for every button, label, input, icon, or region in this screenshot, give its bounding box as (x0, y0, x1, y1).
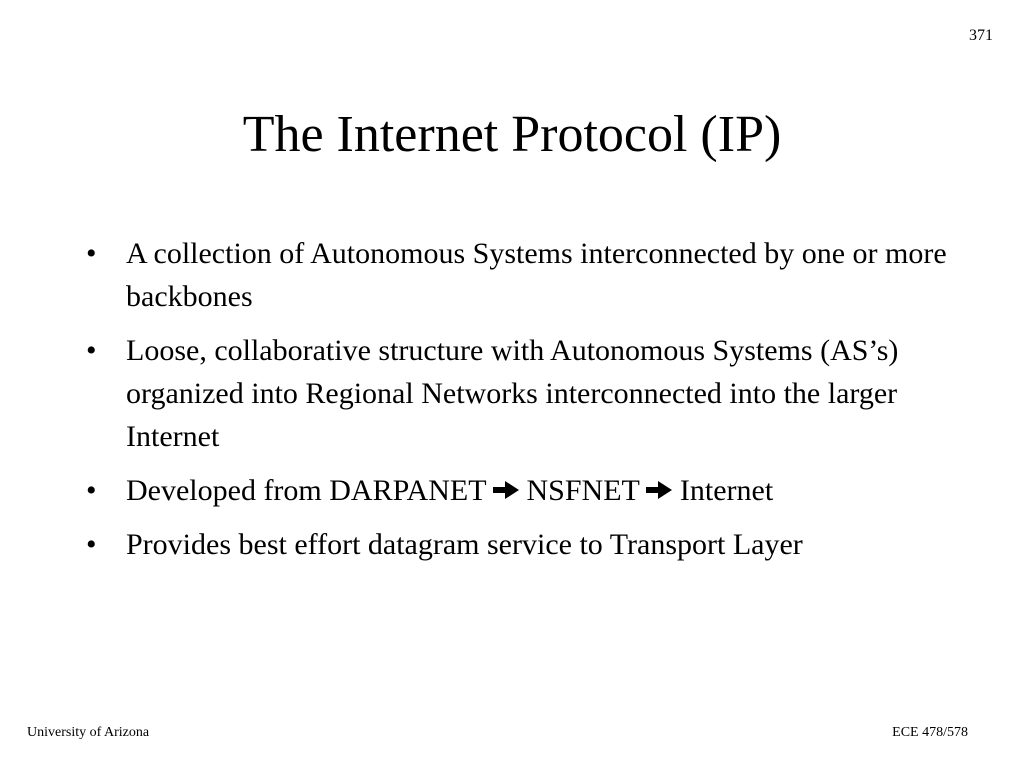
page-number: 371 (969, 27, 993, 44)
bullet-marker: • (86, 474, 97, 507)
bullet-text-segment: NSFNET (526, 474, 640, 507)
bullet-marker: • (86, 334, 97, 367)
right-arrow-icon (489, 471, 523, 495)
bullet-text-segment: Developed from DARPANET (126, 474, 487, 507)
footer-course: ECE 478/578 (892, 725, 968, 740)
bullet-text: Loose, collaborative structure with Autonomous Systems (AS’s) organized into Regional Networks interconnected into the larger Internet (126, 334, 899, 453)
bullet-item-best-effort-service (80, 523, 980, 566)
bullet-text: Provides best effort datagram service to Transport Layer (126, 528, 803, 561)
right-arrow-icon (642, 471, 676, 495)
bullet-marker: • (86, 237, 97, 270)
slide-title: The Internet Protocol (IP) (242, 106, 782, 163)
bullet-text: A collection of Autonomous Systems interconnected by one or more backbones (126, 237, 947, 313)
bullet-item-collaborative-structure (80, 329, 980, 458)
bullet-list (80, 232, 980, 577)
bullet-item-autonomous-systems (80, 232, 980, 318)
bullet-marker: • (86, 528, 97, 561)
bullet-text-segment: Internet (679, 474, 774, 507)
footer-university: University of Arizona (27, 725, 150, 740)
bullet-item-developed-from (80, 469, 980, 512)
